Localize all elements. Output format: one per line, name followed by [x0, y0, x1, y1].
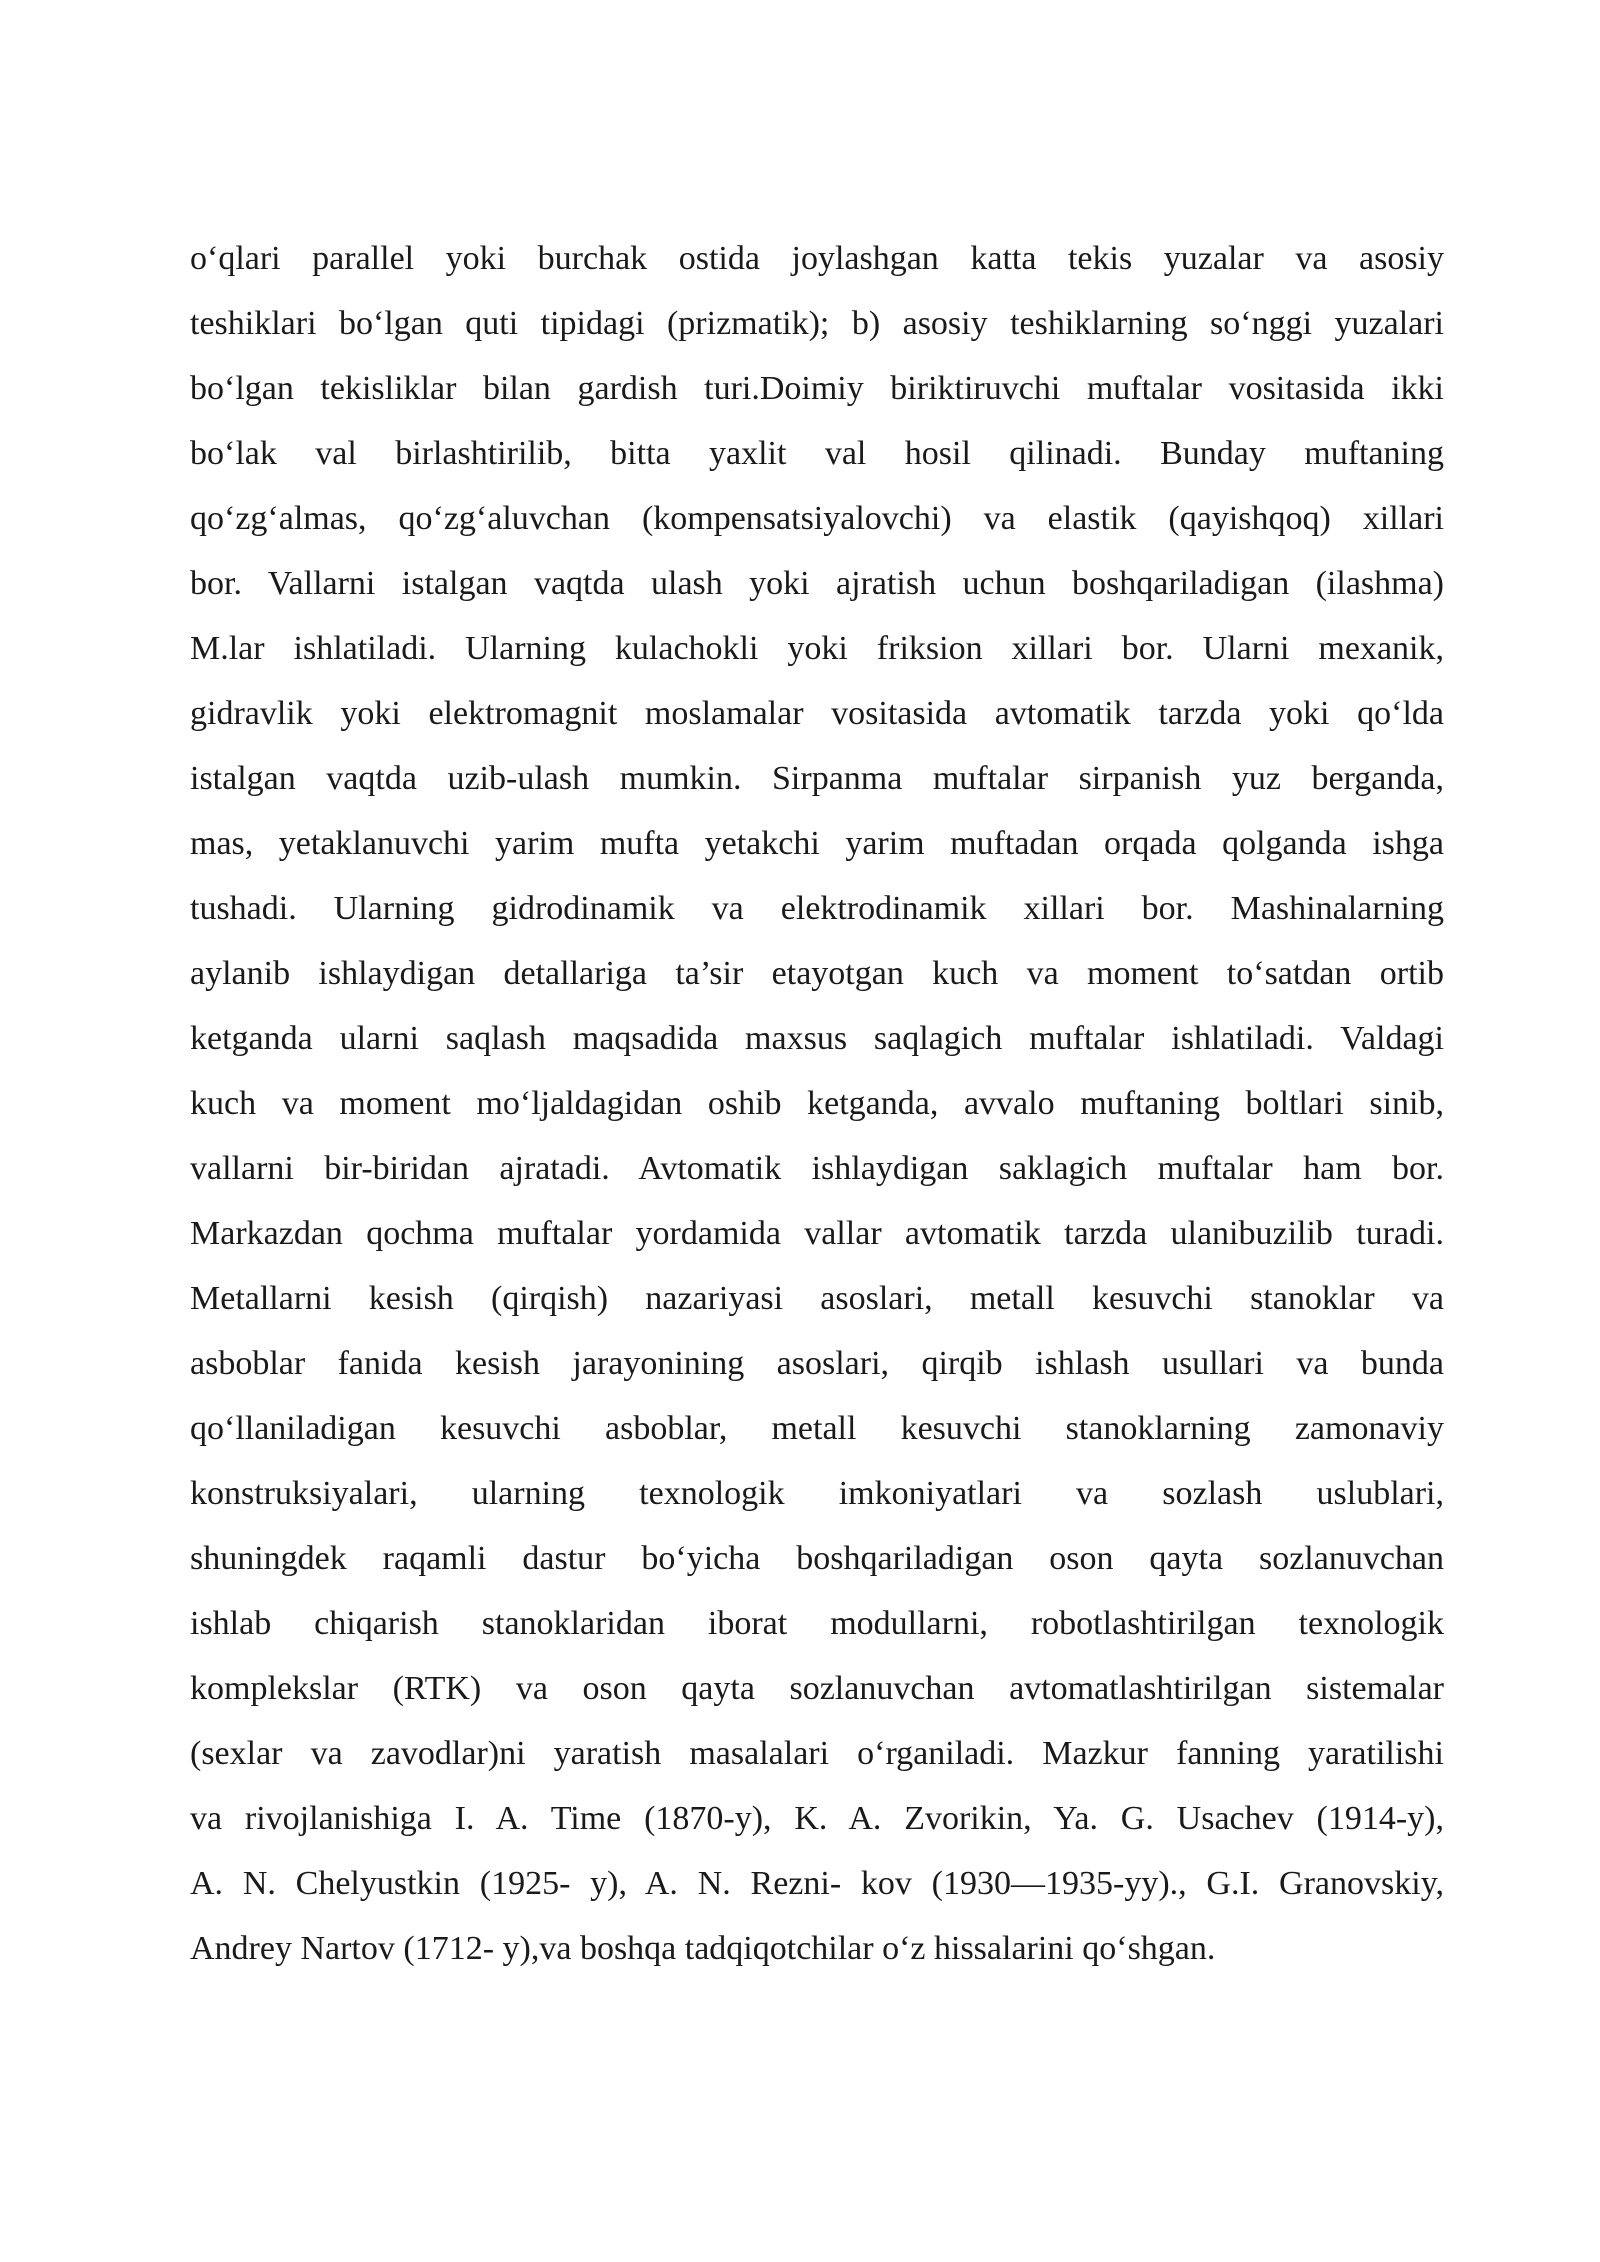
text-line: tushadi. Ularning gidrodinamik va elektrodinamik xillari bor. Mashinalarning [190, 890, 1444, 927]
text-line: o‘qlari parallel yoki burchak ostida joylashgan katta tekis yuzalar va asosiy [190, 240, 1444, 277]
text-line: Metallarni kesish (qirqish) nazariyasi asoslari, metall kesuvchi stanoklar va [190, 1280, 1444, 1317]
text-line: qo‘llaniladigan kesuvchi asboblar, metall kesuvchi stanoklarning zamonaviy [190, 1410, 1444, 1447]
text-line: komplekslar (RTK) va oson qayta sozlanuvchan avtomatlashtirilgan sistemalar [190, 1670, 1444, 1707]
text-line: bor. Vallarni istalgan vaqtda ulash yoki ajratish uchun boshqariladigan (ilashma) [190, 565, 1444, 602]
text-line: va rivojlanishiga I. A. Time (1870-y), K. A. Zvorikin, Ya. G. Usachev (1914-y), [190, 1800, 1444, 1837]
text-line: asboblar fanida kesish jarayonining asoslari, qirqib ishlash usullari va bunda [190, 1345, 1444, 1382]
text-line: qo‘zg‘almas, qo‘zg‘aluvchan (kompensatsiyalovchi) va elastik (qayishqoq) xillari [190, 500, 1444, 537]
text-line: gidravlik yoki elektromagnit moslamalar vositasida avtomatik tarzda yoki qo‘lda [190, 695, 1444, 732]
text-line-last: Andrey Nartov (1712- y),va boshqa tadqiqotchilar o‘z hissalarini qo‘shgan. [190, 1930, 1216, 1967]
text-line: konstruksiyalari, ularning texnologik imkoniyatlari va sozlash uslublari, [190, 1475, 1444, 1512]
text-line: Markazdan qochma muftalar yordamida vallar avtomatik tarzda ulanibuzilib turadi. [190, 1215, 1444, 1252]
text-line: (sexlar va zavodlar)ni yaratish masalalari o‘rganiladi. Mazkur fanning yaratilishi [190, 1735, 1444, 1772]
text-line: mas, yetaklanuvchi yarim mufta yetakchi yarim muftadan orqada qolganda ishga [190, 825, 1444, 862]
text-line: aylanib ishlaydigan detallariga ta’sir etayotgan kuch va moment to‘satdan ortib [190, 955, 1444, 992]
text-line: istalgan vaqtda uzib-ulash mumkin. Sirpanma muftalar sirpanish yuz berganda, [190, 760, 1444, 797]
text-line: ishlab chiqarish stanoklaridan iborat modullarni, robotlashtirilgan texnologik [190, 1605, 1444, 1642]
text-line: bo‘lgan tekisliklar bilan gardish turi.Doimiy biriktiruvchi muftalar vositasida ikki [190, 370, 1444, 407]
body-paragraph [190, 226, 1444, 1981]
text-line: ketganda ularni saqlash maqsadida maxsus saqlagich muftalar ishlatiladi. Valdagi [190, 1020, 1444, 1057]
text-line: vallarni bir-biridan ajratadi. Avtomatik ishlaydigan saklagich muftalar ham bor. [190, 1150, 1444, 1187]
text-line: M.lar ishlatiladi. Ularning kulachokli yoki friksion xillari bor. Ularni mexanik, [190, 630, 1444, 667]
text-line: A. N. Chelyustkin (1925- y), A. N. Rezni- kov (1930—1935-yy)., G.I. Granovskiy, [190, 1865, 1444, 1902]
text-line: kuch va moment mo‘ljaldagidan oshib ketganda, avvalo muftaning boltlari sinib, [190, 1085, 1444, 1122]
text-line: teshiklari bo‘lgan quti tipidagi (prizmatik); b) asosiy teshiklarning so‘nggi yuzalari [190, 305, 1444, 342]
text-line: bo‘lak val birlashtirilib, bitta yaxlit val hosil qilinadi. Bunday muftaning [190, 435, 1444, 472]
text-line: shuningdek raqamli dastur bo‘yicha boshqariladigan oson qayta sozlanuvchan [190, 1540, 1444, 1577]
